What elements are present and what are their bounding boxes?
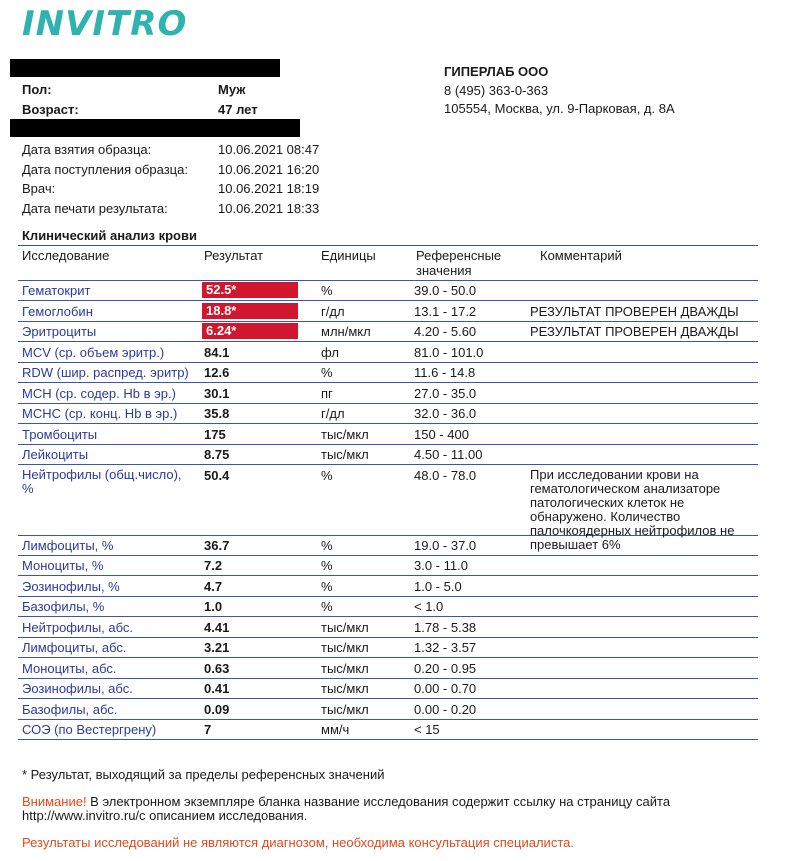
reference-range: 3.0 - 11.0: [414, 558, 468, 573]
unit-value: мм/ч: [321, 722, 350, 737]
unit-value: %: [321, 558, 333, 573]
reference-range: 4.50 - 11.00: [414, 447, 483, 462]
lab-phone: 8 (495) 363-0-363: [444, 83, 549, 98]
unit-value: тыс/мкл: [321, 619, 369, 635]
reference-range: 0.20 - 0.95: [414, 660, 477, 676]
test-name-link[interactable]: Гематокрит: [22, 283, 91, 298]
test-name-link[interactable]: Гемоглобин: [22, 303, 93, 319]
test-name-link[interactable]: СОЭ (по Вестергрену): [22, 722, 157, 737]
age-label: Возраст:: [22, 102, 79, 117]
reference-range: 0.00 - 0.70: [414, 681, 477, 696]
reference-range: 13.1 - 17.2: [414, 303, 477, 319]
unit-value: %: [321, 599, 333, 614]
test-name-link[interactable]: Базофилы, абс.: [22, 701, 118, 717]
table-row: [18, 301, 758, 322]
reference-range: 1.0 - 5.0: [414, 578, 462, 594]
table-row: [18, 617, 758, 638]
table-row: [18, 362, 758, 383]
date-label: Дата взятия образца:: [22, 142, 152, 157]
header-test: Исследование: [22, 248, 110, 263]
result-value: 3.21: [204, 640, 230, 655]
disclaimer: Результаты исследований не являются диагнозом, необходима консультация специалиста.: [22, 835, 574, 850]
header-units: Единицы: [321, 248, 376, 263]
attention-word: Внимание!: [22, 794, 87, 809]
unit-value: г/дл: [321, 303, 345, 319]
date-value: 10.06.2021 16:20: [218, 162, 320, 177]
table-row: [18, 280, 758, 301]
header-reference: Референсные значения: [416, 248, 502, 278]
result-value: 30.1: [204, 385, 230, 401]
test-name-link[interactable]: MCV (ср. объем эритр.): [22, 344, 165, 360]
unit-value: %: [321, 467, 333, 483]
unit-value: тыс/мкл: [321, 660, 369, 676]
result-value: 7.2: [204, 558, 223, 573]
unit-value: тыс/мкл: [321, 426, 369, 442]
table-row: [18, 321, 758, 342]
table-top-rule: [18, 245, 758, 246]
unit-value: тыс/мкл: [321, 681, 369, 696]
test-name-link[interactable]: Тромбоциты: [22, 426, 98, 442]
result-value-flagged: 52.5*: [202, 282, 298, 298]
result-value: 0.09: [204, 701, 230, 717]
result-value: 0.41: [204, 681, 230, 696]
result-value: 50.4: [204, 467, 230, 483]
reference-range: 11.6 - 14.8: [414, 365, 476, 380]
attention-link-text[interactable]: http://www.invitro.ru/с описанием исследования.: [22, 808, 308, 823]
reference-range: < 15: [414, 722, 440, 737]
result-value: 12.6: [204, 365, 230, 380]
sex-value: Муж: [218, 82, 246, 97]
result-value: 35.8: [204, 406, 230, 421]
reference-range: 4.20 - 5.60: [414, 324, 477, 339]
result-value: 1.0: [204, 599, 223, 614]
unit-value: фл: [321, 344, 339, 360]
test-name-link[interactable]: Эритроциты: [22, 324, 97, 339]
unit-value: %: [321, 578, 333, 594]
unit-value: млн/мкл: [321, 324, 371, 339]
test-name-link[interactable]: RDW (шир. распред. эритр): [22, 365, 189, 380]
test-name-link[interactable]: Нейтрофилы (общ.число), %: [22, 466, 182, 496]
date-label: Врач:: [22, 181, 56, 196]
test-name-link[interactable]: Моноциты, абс.: [22, 660, 117, 676]
test-name-link[interactable]: Лейкоциты: [22, 447, 89, 462]
result-value: 84.1: [204, 344, 230, 360]
reference-range: 81.0 - 101.0: [414, 344, 484, 360]
unit-value: %: [321, 537, 333, 553]
invitro-logo: INVITRO: [22, 4, 188, 44]
header-comment: Комментарий: [540, 248, 622, 263]
date-value: 10.06.2021 18:19: [218, 181, 320, 196]
attention-note: [22, 794, 670, 809]
comment: РЕЗУЛЬТАТ ПРОВЕРЕН ДВАЖДЫ: [530, 303, 739, 319]
reference-range: 32.0 - 36.0: [414, 406, 477, 421]
date-label: Дата поступления образца:: [22, 162, 188, 177]
table-row: [18, 637, 758, 658]
table-row: [18, 678, 758, 699]
unit-value: тыс/мкл: [321, 640, 369, 655]
attention-text: В электронном экземпляре бланка название исследования содержит ссылку на страницу сайта: [86, 794, 671, 809]
date-value: 10.06.2021 08:47: [218, 142, 320, 157]
result-value: 4.7: [204, 578, 223, 594]
test-name-link[interactable]: Базофилы, %: [22, 599, 105, 614]
reference-range: 48.0 - 78.0: [414, 467, 477, 483]
table-row: [18, 719, 758, 740]
redacted-id-bar: [10, 119, 300, 137]
test-name-link[interactable]: Лимфоциты, %: [22, 537, 114, 553]
lab-address: 105554, Москва, ул. 9-Парковая, д. 8А: [444, 101, 675, 116]
lab-name: ГИПЕРЛАБ ООО: [444, 64, 549, 79]
table-row: [18, 576, 758, 597]
table-row: [18, 555, 758, 576]
table-row: [18, 444, 758, 465]
result-value: 8.75: [204, 447, 230, 462]
result-value: 4.41: [204, 619, 230, 635]
table-row: [18, 424, 758, 445]
unit-value: пг: [321, 385, 333, 401]
age-value: 47 лет: [218, 102, 258, 117]
test-name-link[interactable]: Лимфоциты, абс.: [22, 640, 127, 655]
reference-range: 1.32 - 3.57: [414, 640, 477, 655]
reference-range: < 1.0: [414, 599, 444, 614]
section-title: Клинический анализ крови: [22, 228, 197, 243]
footnote: * Результат, выходящий за пределы референсных значений: [22, 767, 385, 782]
reference-range: 0.00 - 0.20: [414, 701, 477, 717]
table-row: [18, 403, 758, 424]
reference-range: 39.0 - 50.0: [414, 283, 477, 298]
unit-value: тыс/мкл: [321, 447, 369, 462]
test-name-link[interactable]: Эозинофилы, абс.: [22, 681, 133, 696]
date-value: 10.06.2021 18:33: [218, 201, 320, 216]
result-value-flagged: 18.8*: [202, 303, 298, 319]
test-name-link[interactable]: Нейтрофилы, абс.: [22, 619, 134, 635]
result-value: 175: [204, 426, 226, 442]
test-name-link[interactable]: MCHC (ср. конц. Hb в эр.): [22, 406, 178, 421]
comment: РЕЗУЛЬТАТ ПРОВЕРЕН ДВАЖДЫ: [530, 324, 739, 339]
table-row: [18, 535, 758, 556]
test-name-link[interactable]: MCH (ср. содер. Hb в эр.): [22, 385, 176, 401]
redacted-name-bar: [10, 59, 280, 77]
unit-value: %: [321, 283, 333, 298]
table-row: [18, 658, 758, 679]
test-name-link[interactable]: Моноциты, %: [22, 558, 104, 573]
unit-value: %: [321, 365, 333, 380]
unit-value: тыс/мкл: [321, 701, 369, 717]
unit-value: г/дл: [321, 406, 345, 421]
sex-label: Пол:: [22, 82, 52, 97]
result-value: 7: [204, 722, 212, 737]
table-row: [18, 342, 758, 363]
table-row: [18, 596, 758, 617]
test-name-link[interactable]: Эозинофилы, %: [22, 578, 120, 594]
date-label: Дата печати результата:: [22, 201, 168, 216]
table-row: [18, 383, 758, 404]
reference-range: 150 - 400: [414, 426, 469, 442]
reference-range: 19.0 - 37.0: [414, 537, 477, 553]
comment: При исследовании крови на гематологическом анализаторе патологических клеток не обнаружено. Количество палочкоядерных нейтрофилов не превышает 6%: [530, 466, 735, 552]
table-row: [18, 699, 758, 720]
result-value: 36.7: [204, 537, 230, 553]
result-value: 0.63: [204, 660, 230, 676]
result-value-flagged: 6.24*: [202, 323, 298, 339]
reference-range: 27.0 - 35.0: [414, 385, 477, 401]
reference-range: 1.78 - 5.38: [414, 619, 477, 635]
header-result: Результат: [204, 248, 264, 263]
